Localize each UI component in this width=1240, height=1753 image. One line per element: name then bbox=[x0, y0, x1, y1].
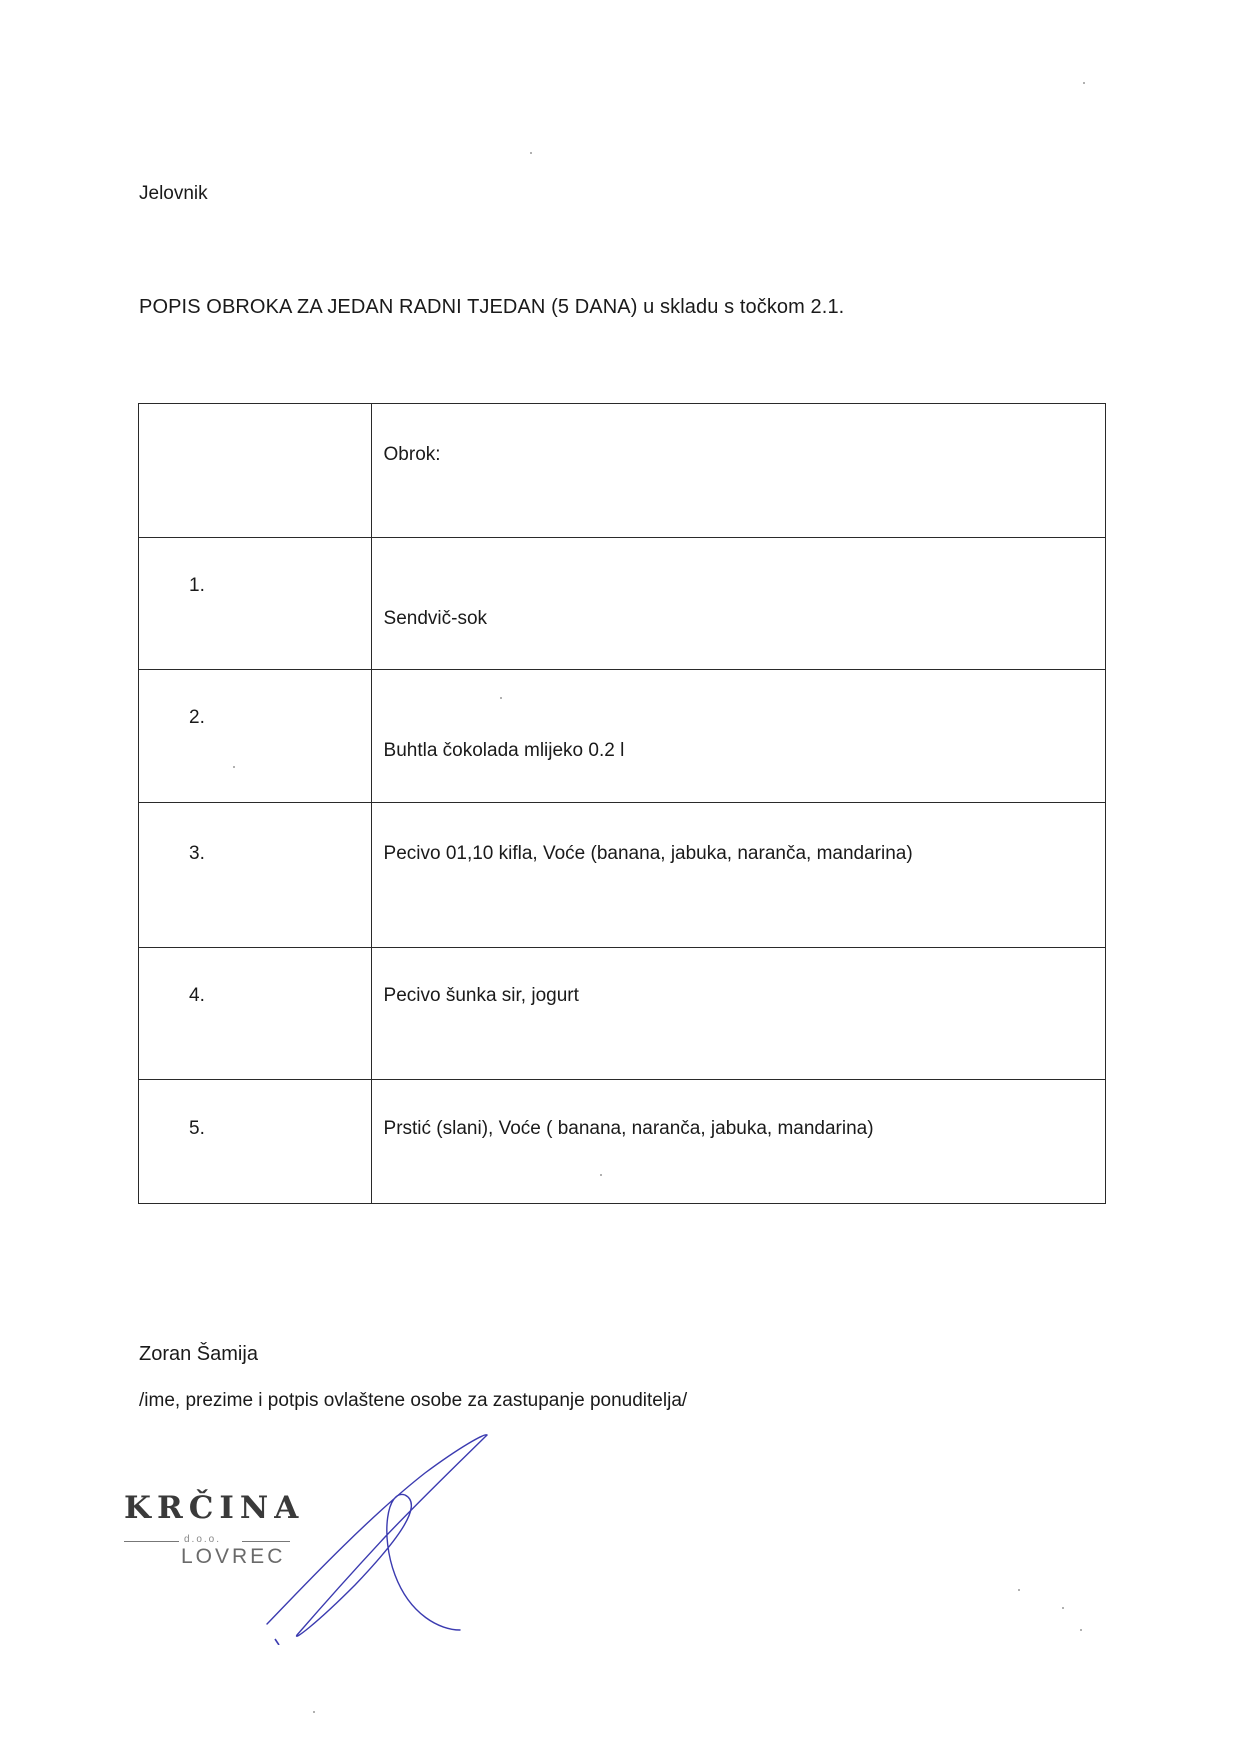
scan-speck bbox=[313, 1711, 315, 1713]
scan-speck bbox=[600, 1174, 602, 1176]
stamp-legal-form: d.o.o. bbox=[184, 1534, 222, 1545]
row-number-cell bbox=[139, 538, 372, 670]
row-meal: Sendvič-sok bbox=[383, 608, 488, 629]
meal-table bbox=[138, 403, 1106, 1204]
document-label: Jelovnik bbox=[139, 183, 208, 204]
stamp-company-name: KRČINA bbox=[124, 1490, 305, 1526]
row-number: 2. bbox=[189, 707, 205, 728]
signature-stroke-tail bbox=[275, 1639, 279, 1645]
handwritten-signature bbox=[255, 1425, 555, 1645]
row-meal: Prstić (slani), Voće ( banana, naranča, jabuka, mandarina) bbox=[383, 1118, 874, 1139]
table-row bbox=[139, 948, 1106, 1080]
row-meal: Buhtla čokolada mlijeko 0.2 l bbox=[383, 740, 625, 761]
document-heading: POPIS OBROKA ZA JEDAN RADNI TJEDAN (5 DANA) u skladu s točkom 2.1. bbox=[139, 296, 845, 318]
header-number-cell bbox=[139, 404, 372, 538]
header-meal-label: Obrok: bbox=[383, 444, 441, 465]
table-row bbox=[139, 670, 1106, 803]
row-meal: Pecivo šunka sir, jogurt bbox=[383, 985, 579, 1006]
table-row bbox=[139, 538, 1106, 670]
row-meal-cell bbox=[371, 1080, 1105, 1204]
row-meal-cell bbox=[371, 948, 1105, 1080]
row-number: 1. bbox=[189, 575, 205, 596]
table-row bbox=[139, 803, 1106, 948]
scan-speck bbox=[1062, 1607, 1064, 1609]
signature-stroke bbox=[267, 1435, 487, 1636]
scan-speck bbox=[1018, 1589, 1020, 1591]
row-number: 4. bbox=[189, 985, 205, 1006]
row-meal-cell bbox=[371, 803, 1105, 948]
header-meal-cell bbox=[371, 404, 1105, 538]
row-number-cell bbox=[139, 948, 372, 1080]
scan-speck bbox=[233, 766, 235, 768]
table-header-row bbox=[139, 404, 1106, 538]
row-meal-cell bbox=[371, 670, 1105, 803]
stamp-rule-left bbox=[124, 1541, 179, 1542]
scan-speck bbox=[530, 152, 532, 154]
row-number: 3. bbox=[189, 843, 205, 864]
row-number: 5. bbox=[189, 1118, 205, 1139]
row-meal: Pecivo 01,10 kifla, Voće (banana, jabuka, naranča, mandarina) bbox=[383, 843, 913, 864]
scan-speck bbox=[500, 697, 502, 699]
row-number-cell bbox=[139, 803, 372, 948]
scan-speck bbox=[1080, 1629, 1082, 1631]
row-number-cell bbox=[139, 670, 372, 803]
row-meal-cell bbox=[371, 538, 1105, 670]
signer-name: Zoran Šamija bbox=[139, 1343, 258, 1365]
table-row bbox=[139, 1080, 1106, 1204]
row-number-cell bbox=[139, 1080, 372, 1204]
signer-caption: /ime, prezime i potpis ovlaštene osobe za zastupanje ponuditelja/ bbox=[139, 1390, 688, 1411]
stamp-city: LOVREC bbox=[181, 1545, 286, 1568]
scan-speck bbox=[1083, 82, 1085, 84]
